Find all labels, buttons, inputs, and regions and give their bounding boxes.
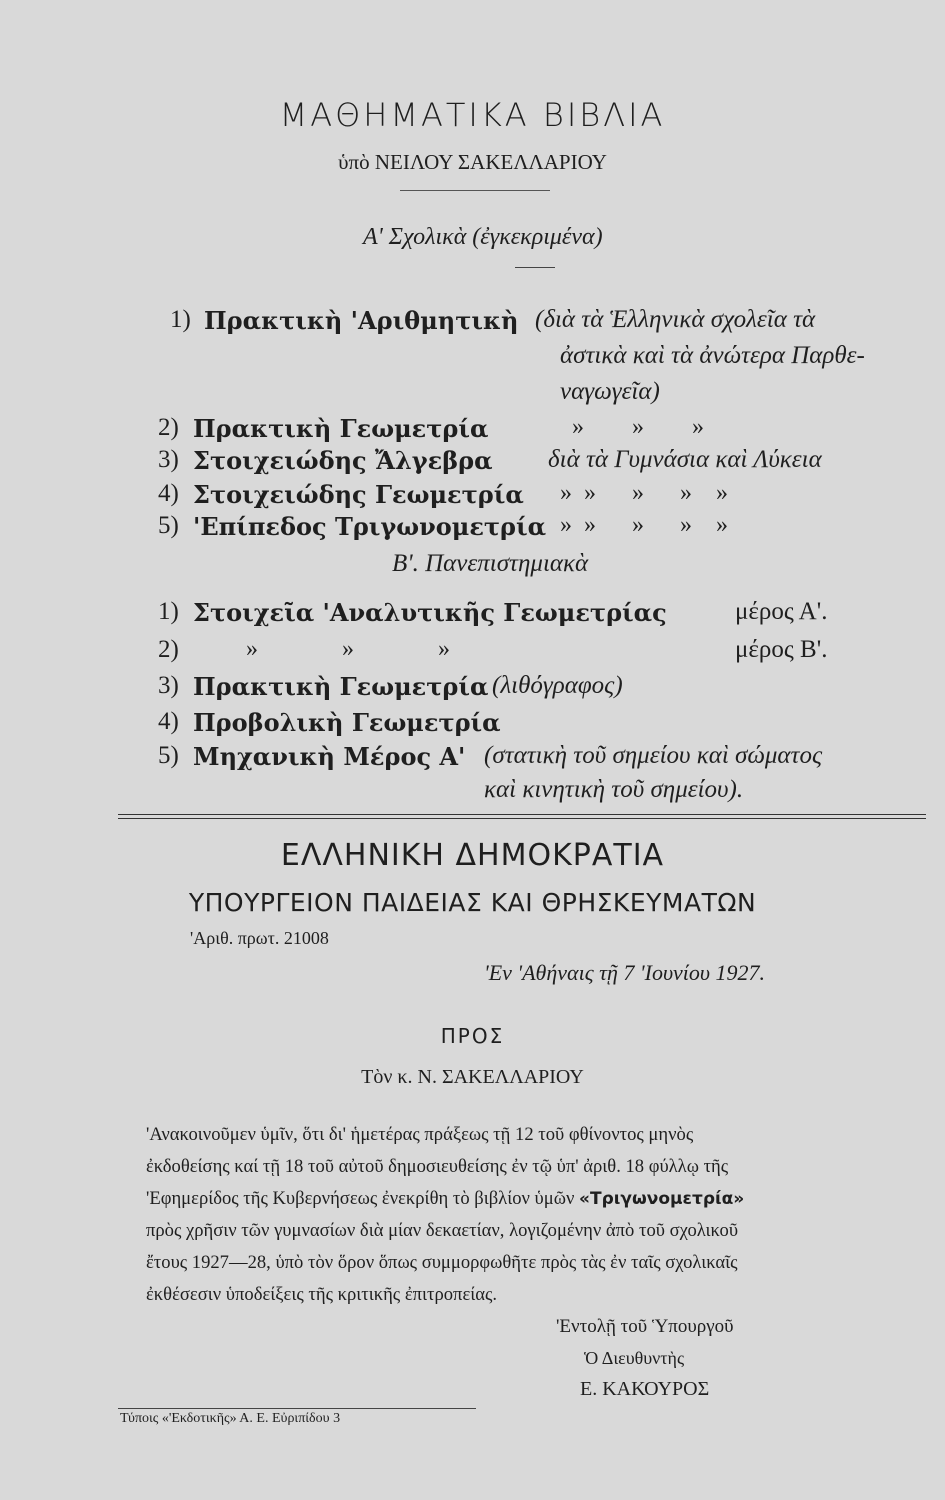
item-note: » » » » »	[560, 480, 728, 506]
letter-recipient: Τὸν κ. Ν. ΣΑΚΕΛΛΑΡΙΟΥ	[361, 1066, 584, 1088]
item-note: (λιθόγραφος)	[492, 672, 623, 699]
book-list-author: ὑπὸ ΝΕΙΛΟΥ ΣΑΚΕΛΛΑΡΙΟΥ	[338, 150, 607, 174]
body-line-text: 'Εφημερίδος τῆς Κυβερνήσεως ἐνεκρίθη τὸ βιβλίον ὑμῶν	[146, 1188, 575, 1209]
item-title: » » »	[246, 636, 450, 662]
letterhead-ministry: ΥΠΟΥΡΓΕΙΟΝ ΠΑΙΔΕΙΑΣ ΚΑΙ ΘΡΗΣΚΕΥΜΑΤΩΝ	[188, 888, 757, 917]
book-title-highlight: «Τριγωνομετρία»	[579, 1189, 745, 1209]
item-title: Στοιχειώδης Ἄλγεβρα	[193, 446, 493, 475]
divider	[118, 814, 926, 815]
item-note: ναγωγεῖα)	[560, 378, 660, 405]
item-note: » » » » »	[560, 512, 728, 538]
item-note: καὶ κινητικὴ τοῦ σημείου).	[484, 776, 744, 803]
item-part: μέρος Α'.	[735, 598, 828, 625]
printer-imprint: Τύποις «'Εκδοτικῆς» Α. Ε. Εὐριπίδου 3	[120, 1411, 341, 1426]
item-title: Μηχανικὴ Μέρος Α'	[193, 742, 466, 771]
item-number: 4)	[158, 480, 179, 507]
item-title: Προβολικὴ Γεωμετρία	[193, 708, 501, 737]
book-list-title: ΜΑΘΗΜΑΤΙΚΑ ΒΙΒΛΙΑ	[279, 96, 666, 134]
item-note: (στατικὴ τοῦ σημείου καὶ σώματος	[484, 742, 823, 769]
divider	[515, 267, 555, 268]
item-number: 4)	[158, 708, 179, 735]
signature-name: Ε. ΚΑΚΟΥΡΟΣ	[580, 1378, 710, 1400]
section-a-heading: Α' Σχολικὰ (ἐγκεκριμένα)	[363, 224, 603, 250]
item-part: μέρος Β'.	[735, 636, 828, 663]
item-title: Στοιχειώδης Γεωμετρία	[193, 480, 524, 509]
item-title: 'Επίπεδος Τριγωνομετρία	[193, 512, 547, 541]
item-title: Πρακτικὴ Γεωμετρία	[193, 414, 489, 443]
item-number: 1)	[170, 306, 191, 333]
item-note: » » »	[572, 414, 704, 440]
item-note: (διὰ τὰ Ἑλληνικὰ σχολεῖα τὰ	[535, 306, 816, 333]
item-note: διὰ τὰ Γυμνάσια καὶ Λύκεια	[548, 446, 822, 473]
item-number: 2)	[158, 636, 179, 663]
item-number: 5)	[158, 742, 179, 769]
divider	[118, 1408, 476, 1409]
item-number: 5)	[158, 512, 179, 539]
signature-order: 'Εντολῇ τοῦ Ὑπουργοῦ	[556, 1316, 734, 1337]
body-line: ἐκδοθείσης καί τῇ 18 τοῦ αὐτοῦ δημοσιευθείσης ἐν τῷ ὑπ' ἀριθ. 18 φύλλῳ τῆς	[146, 1156, 729, 1177]
divider	[118, 818, 926, 819]
letterhead-republic: ΕΛΛΗΝΙΚΗ ΔΗΜΟΚΡΑΤΙΑ	[280, 838, 665, 873]
item-number: 3)	[158, 672, 179, 699]
body-line: ἐκθέσεσιν ὑποδείξεις τῆς κριτικῆς ἐπιτροπείας.	[146, 1284, 498, 1305]
item-title: Πρακτικὴ Γεωμετρία	[193, 672, 489, 701]
item-title: Στοιχεῖα 'Αναλυτικῆς Γεωμετρίας	[193, 598, 667, 627]
divider	[400, 190, 550, 191]
body-line: ἔτους 1927—28, ὑπὸ τὸν ὅρον ὅπως συμμορφωθῆτε πρὸς τὰς ἐν ταῖς σχολικαῖς	[146, 1252, 738, 1273]
letter-date: 'Εν 'Αθήναις τῇ 7 'Ιουνίου 1927.	[484, 960, 766, 985]
item-number: 2)	[158, 414, 179, 441]
item-number: 3)	[158, 446, 179, 473]
body-line: 'Ανακοινοῦμεν ὑμῖν, ὅτι δι' ἡμετέρας πράξεως τῇ 12 τοῦ φθίνοντος μηνὸς	[146, 1124, 694, 1145]
protocol-number: 'Αριθ. πρωτ. 21008	[190, 928, 329, 948]
signature-title: Ὁ Διευθυντὴς	[584, 1348, 685, 1368]
letter-to: ΠΡΟΣ	[440, 1024, 505, 1048]
section-b-heading: Β'. Πανεπιστημιακὰ	[392, 550, 589, 577]
body-line: πρὸς χρῆσιν τῶν γυμνασίων διὰ μίαν δεκαετίαν, λογιζομένην ἀπὸ τοῦ σχολικοῦ	[146, 1220, 739, 1241]
item-title: Πρακτικὴ 'Αριθμητικὴ	[204, 306, 519, 335]
body-line	[146, 1188, 744, 1210]
item-note: ἀστικὰ καὶ τὰ ἀνώτερα Παρθε-	[560, 342, 865, 369]
item-number: 1)	[158, 598, 179, 625]
